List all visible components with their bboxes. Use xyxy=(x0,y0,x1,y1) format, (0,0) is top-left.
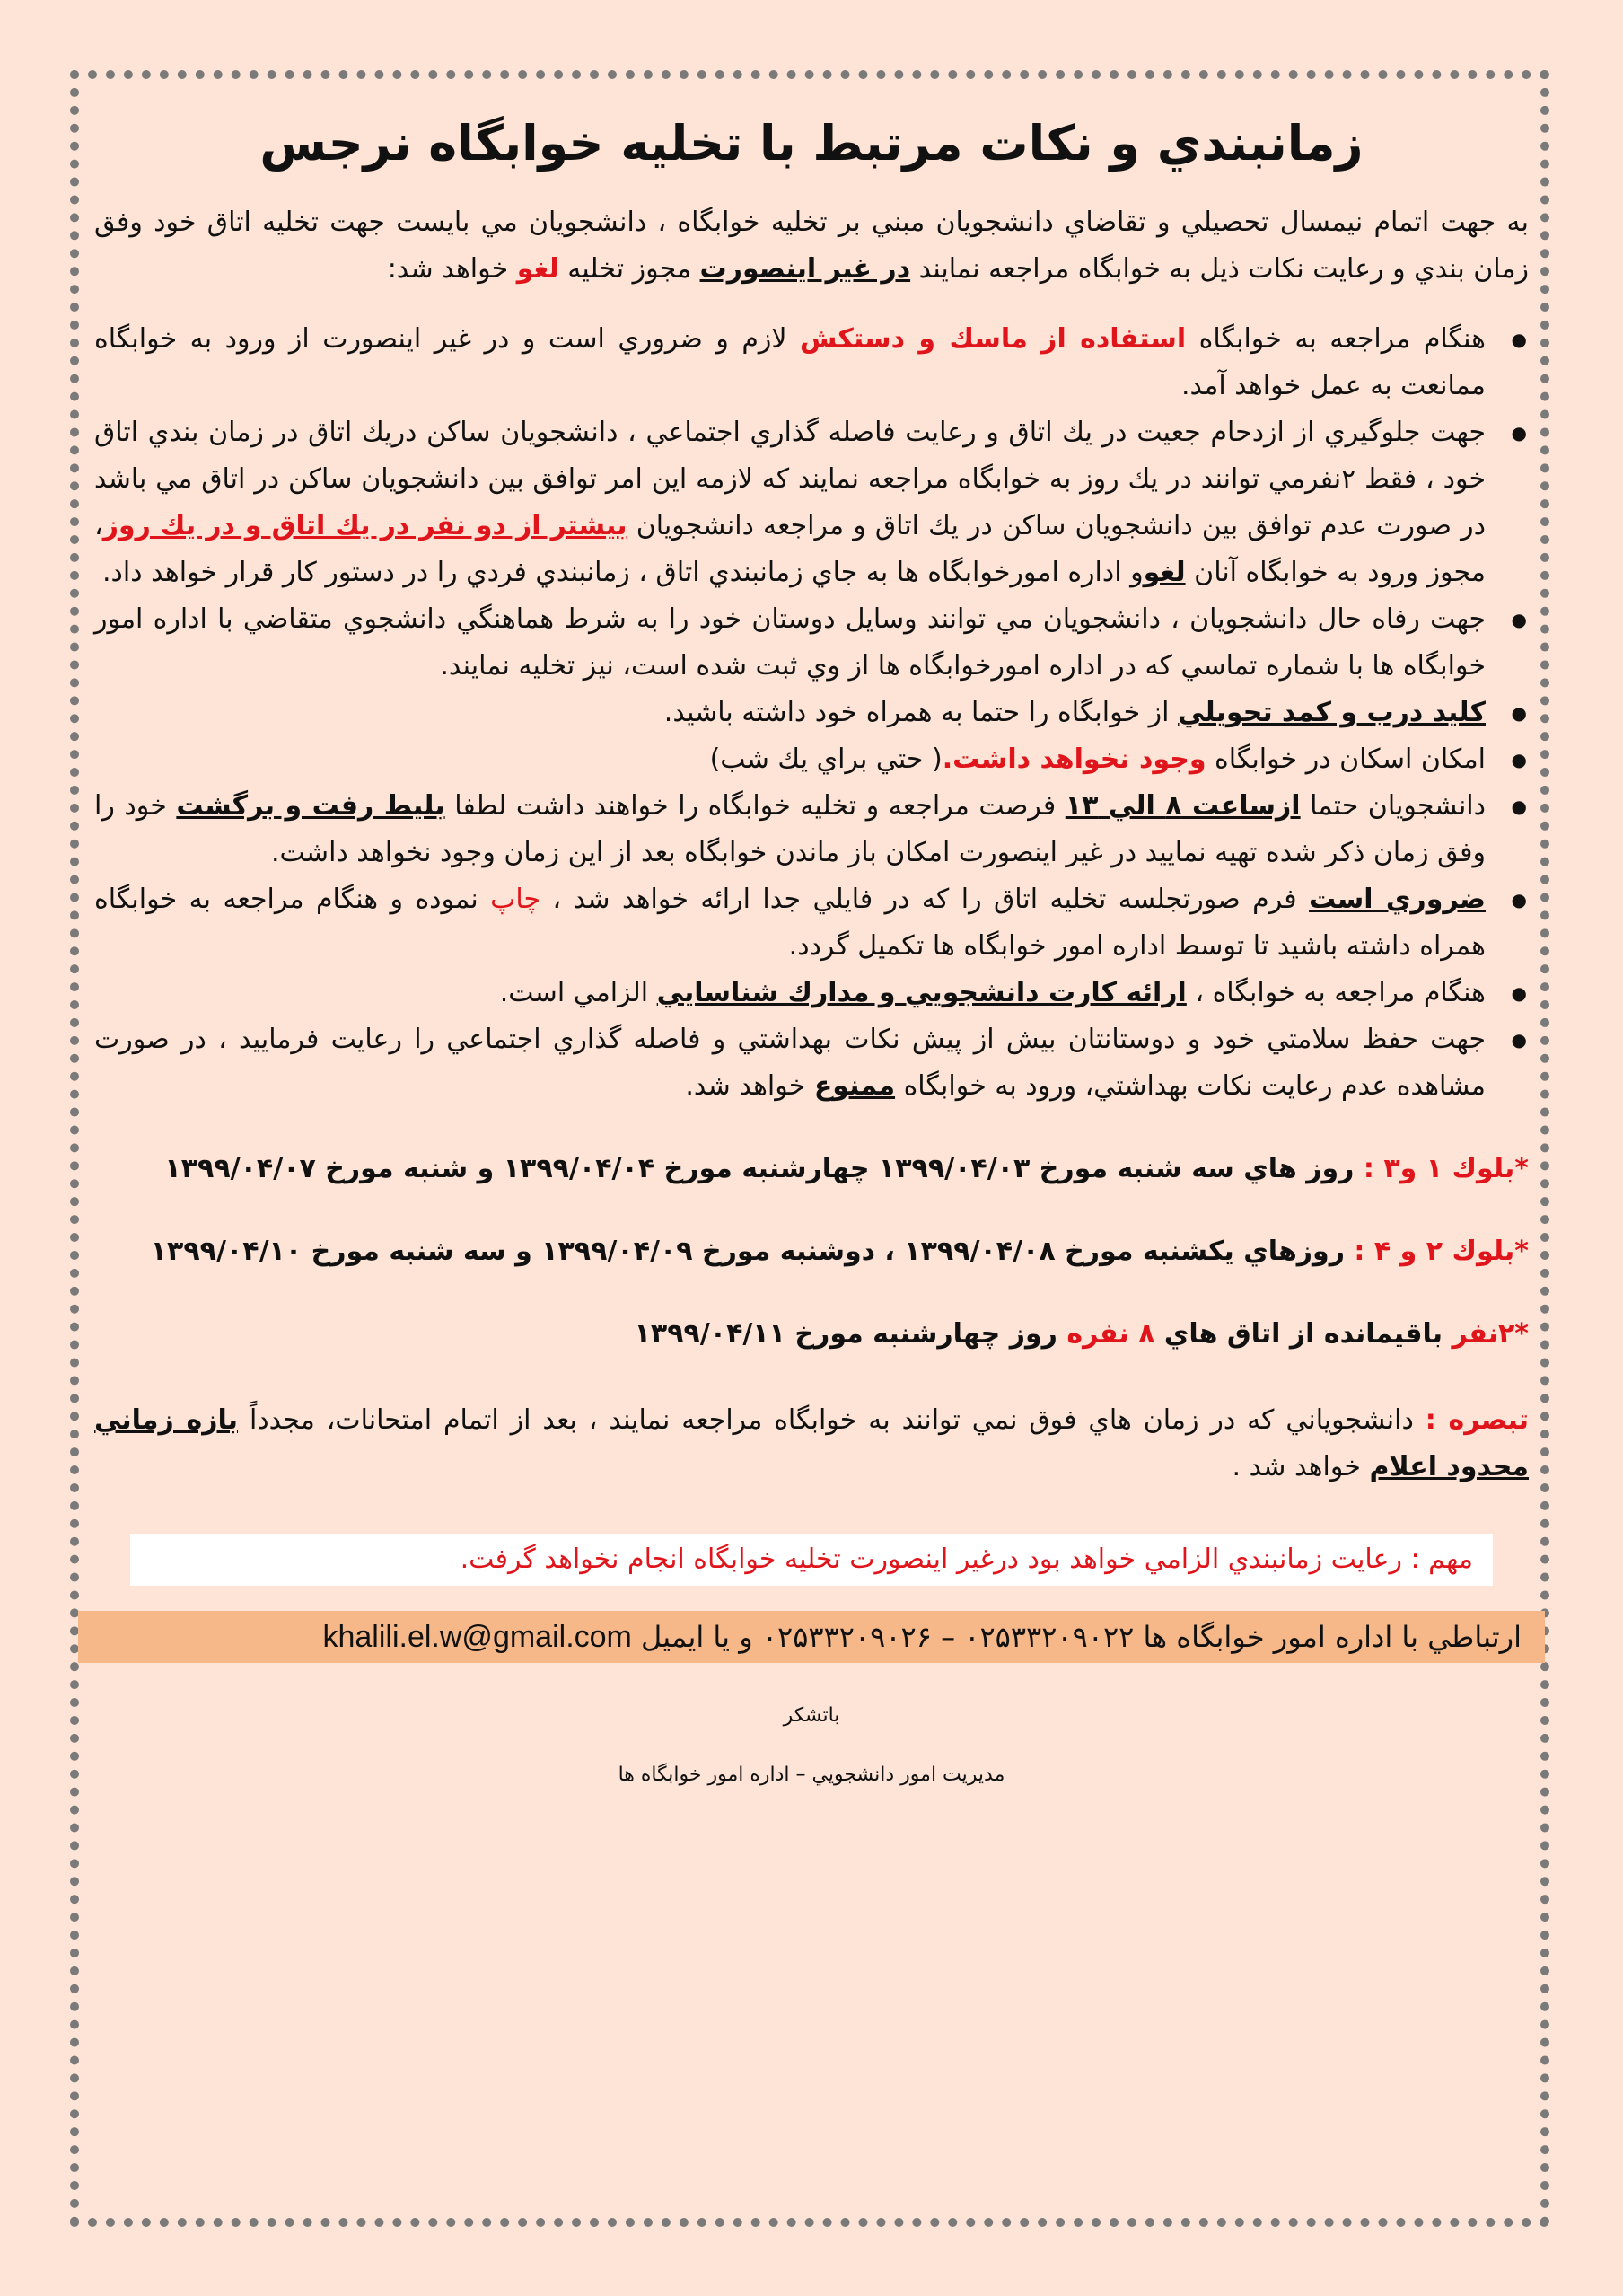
block-dates: روز هاي سه شنبه مورخ ۱۳۹۹/۰۴/۰۳ چهارشنبه مورخ ۱۳۹۹/۰۴/۰۴ و شنبه مورخ ۱۳۹۹/۰۴/۰۷ xyxy=(164,1153,1364,1184)
list-item: ● جهت حفظ سلامتي خود و دوستانتان بيش از پيش نكات بهداشتي و فاصله گذاري اجتماعي را رعايت فرماييد ، در صورت مشاهده عدم رعايت نكات بهداشتي، ورود به خوابگاه ممنوع خواهد شد. xyxy=(94,1016,1486,1110)
thanks-text: باتشكر xyxy=(783,1704,840,1727)
required-emphasis: ضروري است xyxy=(1309,884,1486,915)
signature: مديريت امور دانشجويي – اداره امور خوابگاه ها xyxy=(618,1764,1005,1786)
page-title: زمانبندي و نكات مرتبط با تخليه خوابگاه نرجس xyxy=(259,115,1364,172)
contact-bar xyxy=(78,1611,1545,1663)
email-link[interactable]: khalili.el.w@gmail.com xyxy=(322,1620,632,1654)
mask-gloves-emphasis: استفاده از ماسك و دستكش xyxy=(800,323,1187,355)
intro-text-2: مجوز تخليه xyxy=(558,253,700,285)
schedule-block-1-3 xyxy=(94,1146,1529,1192)
list-item: ● هنگام مراجعه به خوابگاه استفاده از ماسك و دستكش لازم و ضروري است و در غير اينصورت از ورود به خوابگاه ممانعت به عمل خواهد آمد. xyxy=(94,316,1486,409)
id-card-emphasis: ارائه كارت دانشجويي و مدارك شناسايي xyxy=(656,977,1187,1008)
list-item: ● هنگام مراجعه به خوابگاه ، ارائه كارت دانشجويي و مدارك شناسايي الزامي است. xyxy=(94,970,1486,1016)
print-word: چاپ xyxy=(490,884,541,915)
intro-emphasis: در غير اينصورت xyxy=(699,253,911,285)
intro-text-3: خواهد شد: xyxy=(387,253,517,285)
block-label: *بلوك ۲ و ۴ : xyxy=(1354,1236,1529,1267)
schedule-block-2-4 xyxy=(94,1228,1529,1275)
note-paragraph: تبصره : دانشجوياني كه در زمان هاي فوق نمي توانند به خوابگاه مراجعه نمايند ، بعد از اتمام امتحانات، مجدداً بازه زماني محدود اعلام خواهد شد . xyxy=(94,1404,1529,1482)
document-body xyxy=(94,108,1529,1789)
intro-text: به جهت اتمام نيمسال تحصيلي و تقاضاي دانشجويان مبني بر تخليه خوابگاه ، دانشجويان مي بايست جهت تخليه اتاق خود وفق زمان بندي و رعايت نكات ذيل به خوابگاه مراجعه نمايند xyxy=(94,207,1529,285)
no-accommodation-emphasis: وجود نخواهد داشت. xyxy=(942,743,1206,775)
time-window-emphasis: ازساعت ۸ الي ۱۳ xyxy=(1065,790,1301,822)
list-item: ● ضروري است فرم صورتجلسه تخليه اتاق را كه در فايلي جدا ارائه خواهد شد ، چاپ نموده و هنگام مراجعه به خوابگاه همراه داشته باشيد تا توسط اداره امور خوابگاه ها تكميل گردد. xyxy=(94,876,1486,970)
schedule-remaining: *۲نفر باقيمانده از اتاق هاي ۸ نفره روز چهارشنبه مورخ ۱۳۹۹/۰۴/۱۱ xyxy=(634,1318,1529,1350)
block-label: *۲نفر xyxy=(1452,1318,1529,1350)
forbidden-word: ممنوع xyxy=(813,1070,896,1102)
list-item: ● امكان اسكان در خوابگاه وجود نخواهد داشت.( حتي براي يك شب) xyxy=(94,736,1486,783)
block-dates: روز چهارشنبه مورخ ۱۳۹۹/۰۴/۱۱ xyxy=(634,1318,1067,1350)
contact-text: ارتباطي با اداره امور خوابگاه ها ۰۲۵۳۳۲۰۹۰۲۲ – ۰۲۵۳۳۲۰۹۰۲۶ و يا ايميل xyxy=(631,1620,1522,1654)
important-notice: مهم : رعايت زمانبندي الزامي خواهد بود درغير اينصورت تخليه خوابگاه انجام نخواهد گرفت. xyxy=(130,1534,1493,1586)
cancel-word: لغو xyxy=(1143,557,1186,588)
keys-emphasis: كليد درب و كمد تحويلي xyxy=(1178,697,1486,728)
rules-list xyxy=(94,316,1529,1110)
list-item: ● جهت رفاه حال دانشجويان ، دانشجويان مي توانند وسايل دوستان خود را به شرط هماهنگي دانشجوي متقاضي با اداره امور خوابگاه ها با شماره تماسي كه در اداره امورخوابگاه ها از وي ثبت شده است، نيز تخليه نمايند. xyxy=(94,596,1486,690)
block-dates: روزهاي يكشنبه مورخ ۱۳۹۹/۰۴/۰۸ ، دوشنبه مورخ ۱۳۹۹/۰۴/۰۹ و سه شنبه مورخ ۱۳۹۹/۰۴/۱۰ xyxy=(150,1236,1355,1267)
intro-cancel-word: لغو xyxy=(516,253,559,285)
list-item: ● كليد درب و كمد تحويلي از خوابگاه را حتما به همراه خود داشته باشيد. xyxy=(94,690,1486,736)
list-item: ● دانشجويان حتما ازساعت ۸ الي ۱۳ فرصت مراجعه و تخليه خوابگاه را خواهند داشت لطفا بليط رفت و برگشت خود را وفق زمان ذكر شده تهيه نماييد در غير اينصورت امكان باز ماندن خوابگاه بعد از اين زمان وجود نخواهد داشت. xyxy=(94,783,1486,876)
note-emphasis: بازه زماني محدود اعلام xyxy=(94,1404,1529,1482)
intro-paragraph xyxy=(94,199,1529,293)
block-label-2: ۸ نفره xyxy=(1066,1318,1155,1350)
two-people-emphasis: بيشتر از دو نفر در يك اتاق و در يك روز xyxy=(102,510,627,541)
ticket-emphasis: بليط رفت و برگشت xyxy=(176,790,445,822)
note-label: تبصره : xyxy=(1425,1404,1529,1436)
list-item: ● جهت جلوگيري از ازدحام جعيت در يك اتاق و رعايت فاصله گذاري اجتماعي ، دانشجويان ساكن دريك اتاق در زمان بندي اتاق خود ، فقط ۲نفرمي توانند در يك روز به خوابگاه مراجعه نمايند كه لازمه اين امر توافق بين دانشجويان ساكن در اتاق مي باشد در صورت عدم توافق بين دانشجويان ساكن در يك اتاق و مراجعه دانشجويان بيشتر از دو نفر در يك اتاق و در يك روز، مجوز ورود به خوابگاه آنان لغوو اداره امورخوابگاه ها به جاي زمانبندي اتاق ، زمانبندي فردي را در دستور كار قرار خواهد داد. xyxy=(94,409,1486,596)
block-label: *بلوك ۱ و۳ : xyxy=(1363,1153,1529,1184)
